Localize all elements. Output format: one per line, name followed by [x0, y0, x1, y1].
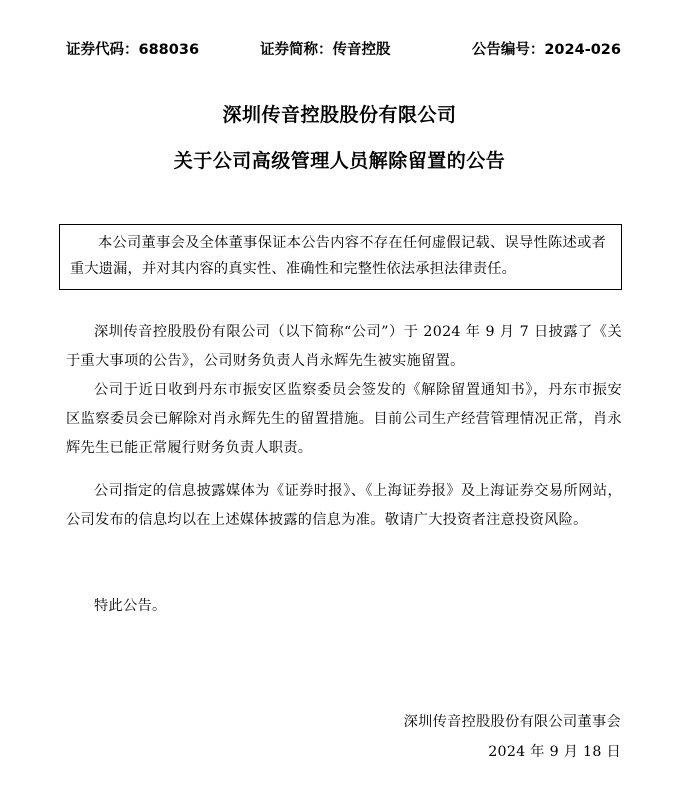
announcement-title: 关于公司高级管理人员解除留置的公告: [173, 150, 506, 172]
signature-company: 深圳传音控股股份有限公司董事会: [403, 714, 621, 730]
body-paragraph-2: 公司于近日收到丹东市振安区监察委员会签发的《解除留置通知书》，丹东市振安区监察委员会已解除对肖永辉先生的留置措施。目前公司生产经营管理情况正常，肖永辉先生已能正常履行财务负责人职责。: [66, 382, 622, 456]
signature-date: 2024 年 9 月 18 日: [488, 744, 621, 760]
stock-name: 证券简称：传音控股: [260, 42, 391, 58]
body-paragraph-1: 深圳传音控股股份有限公司（以下简称“公司”）于 2024 年 9 月 7 日披露了《关于重大事项的公告》，公司财务负责人肖永辉先生被实施留置。: [66, 324, 622, 369]
board-statement-text: 本公司董事会及全体董事保证本公告内容不存在任何虚假记载、误导性陈述或者重大遗漏，并对其内容的真实性、准确性和完整性依法承担法律责任。: [70, 235, 606, 277]
board-statement-box: [59, 224, 622, 290]
document-header: [66, 38, 621, 60]
stock-code: 证券代码：688036: [66, 42, 200, 58]
body-paragraph-3: 公司指定的信息披露媒体为《证券时报》、《上海证券报》及上海证券交易所网站，公司发布的信息均以在上述媒体披露的信息为准。敬请广大投资者注意投资风险。: [66, 483, 622, 528]
closing-statement: 特此公告。: [94, 598, 167, 614]
announcement-number: 公告编号：2024-026: [471, 42, 621, 58]
company-title: 深圳传音控股股份有限公司: [222, 104, 457, 126]
